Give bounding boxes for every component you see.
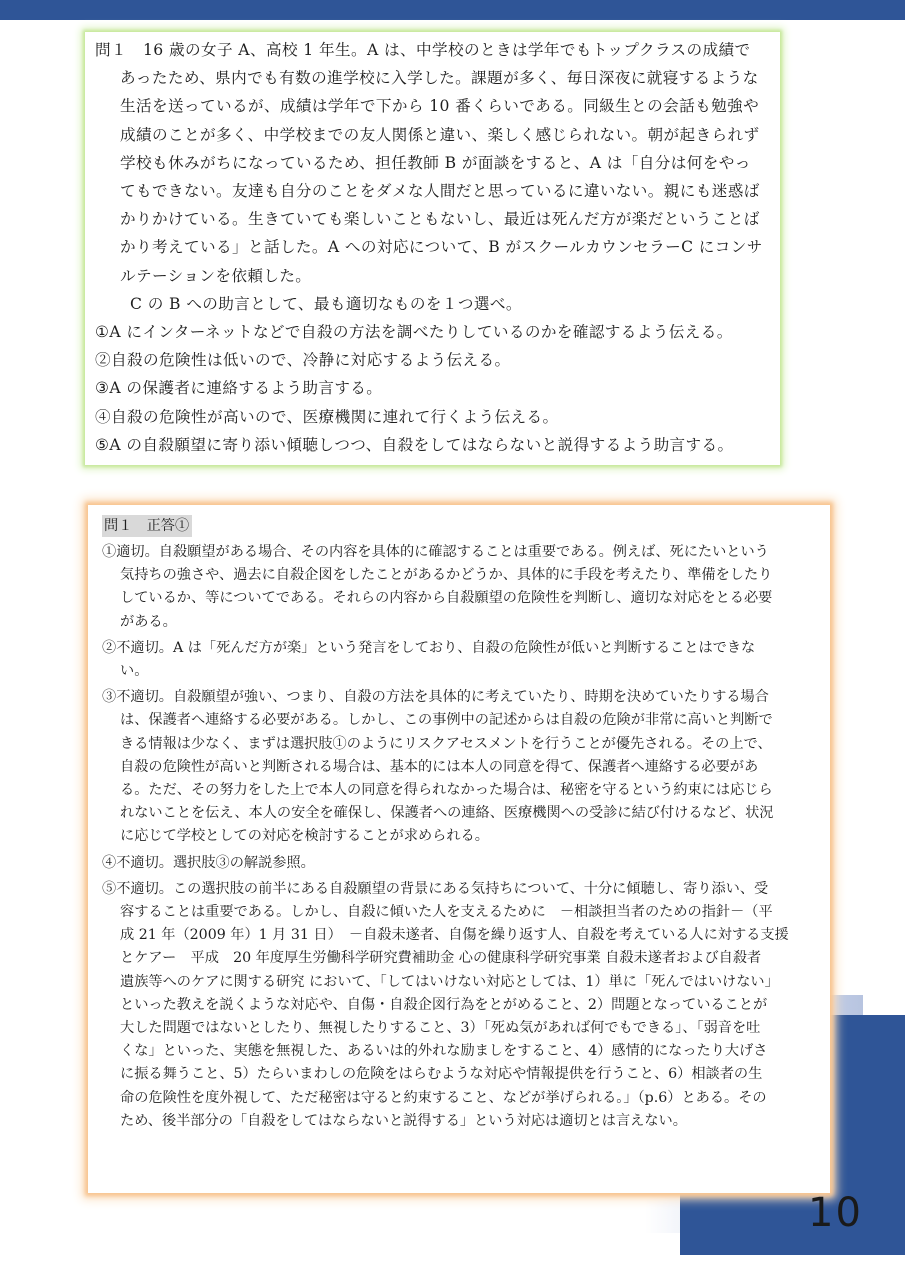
explanation-item-4 — [102, 852, 830, 875]
explanation-line: 遺族等へのケアに関する研究 において、「してはいけない対応としては、1）単に「死んではいけない」 — [120, 973, 779, 990]
question-box — [85, 32, 780, 465]
explanation-line: は、保護者へ連絡する必要がある。しかし、この事例中の記述からは自殺の危険が非常に高いと判断で — [120, 712, 773, 729]
explanation-line: い。 — [120, 663, 149, 680]
explanation-line: に振る舞うこと、5）たらいまわしの危険をはらむような対応や情報提供を行うこと、6）相談者の生 — [120, 1066, 763, 1083]
option-2: ②自殺の危険性は低いので、冷静に対応するよう伝える。 — [95, 351, 511, 370]
top-color-band — [0, 0, 905, 20]
option-4: ④自殺の危険性が高いので、医療機関に連れて行くよう伝える。 — [95, 407, 559, 426]
explanation-line: 気持ちの強さや、過去に自殺企図をしたことがあるかどうか、具体的に手段を考えたり、準備をしたり — [120, 567, 773, 584]
answer-heading: 問１ 正答① — [102, 515, 192, 537]
explanation-line: 容することは重要である。しかし、自殺に傾いた人を支えるために －相談担当者のための指針－（平 — [120, 904, 773, 921]
question-text-line: あったため、県内でも有数の進学校に入学した。課題が多く、毎日深夜に就寝するような — [120, 69, 759, 88]
answer-box — [88, 505, 830, 1193]
explanation-item-5 — [102, 878, 830, 1133]
explanation-line: といった教えを説くような対応や、自傷・自殺企図行為をとがめること、2）問題となっていることが — [120, 996, 768, 1013]
question-text-line: 生活を送っているが、成績は学年で下から 10 番くらいである。同級生との会話も勉強や — [120, 97, 760, 116]
explanation-line: る。ただ、その努力をした上で本人の同意を得られなかった場合は、秘密を守るという約束には応じら — [120, 782, 773, 799]
question-text-line: 学校も休みがちになっているため、担任教師 B が面談をすると、A は「自分は何をやっ — [120, 153, 751, 172]
explanation-line: に応じて学校としての対応を検討することが求められる。 — [120, 828, 489, 845]
explanation-line: ⑤不適切。この選択肢の前半にある自殺願望の背景にある気持ちについて、十分に傾聴し、寄り添い、受 — [102, 880, 769, 897]
option-5: ⑤A の自殺願望に寄り添い傾聴しつつ、自殺をしてはならないと説得するよう助言する。 — [95, 435, 734, 454]
question-text-line: かりかけている。生きていても楽しいこともないし、最近は死んだ方が楽だということば — [120, 210, 760, 229]
question-text-line: 成績のことが多く、中学校までの友人関係と違い、楽しく感じられない。朝が起きられず — [120, 125, 760, 144]
option-1: ①A にインターネットなどで自殺の方法を調べたりしているのかを確認するよう伝える。 — [95, 323, 733, 342]
question-text-line: 問１ 16 歳の女子 A、高校 1 年生。A は、中学校のときは学年でもトップクラスの成績で — [95, 41, 751, 59]
question-text-line: てもできない。友達も自分のことをダメな人間だと思っているに違いない。親にも迷惑ば — [120, 182, 760, 201]
explanation-line: とケアー 平成 20 年度厚生労働科学研究費補助金 心の健康科学研究事業 自殺未遂者および自殺者 — [120, 950, 762, 967]
explanation-item-3 — [102, 686, 830, 848]
explanation-line: くな」といった、実態を無視した、あるいは的外れな励ましをすること、4）感情的になったり大げさ — [120, 1043, 768, 1060]
explanation-line: がある。 — [120, 613, 177, 630]
explanation-item-1 — [102, 541, 830, 634]
explanation-line: 成 21 年（2009 年）1 月 31 日） －自殺未遂者、自傷を繰り返す人、自殺を考えている人に対する支援 — [120, 927, 789, 944]
explanation-line: 大した問題ではないとしたり、無視したりすること、3）「死ぬ気があれば何でもできる」、「弱音を吐 — [120, 1020, 761, 1037]
question-text-line: かり考えている」と話した。A への対応について、B がスクールカウンセラーC にコンサ — [120, 238, 763, 257]
option-3: ③A の保護者に連絡するよう助言する。 — [95, 379, 383, 398]
page-number: 10 — [808, 1190, 863, 1236]
explanation-line: きる情報は少なく、まずは選択肢①のようにリスクアセスメントを行うことが優先される。その上で、 — [120, 735, 772, 752]
question-instruction: C の B への助言として、最も適切なものを１つ選べ。 — [130, 294, 522, 313]
explanation-line: 命の危険性を度外視して、ただ秘密は守ると約束すること、などが挙げられる。」（p.6）とある。その — [120, 1089, 767, 1106]
explanation-line: しているか、等についてである。それらの内容から自殺願望の危険性を判断し、適切な対応をとる必要 — [120, 590, 773, 607]
explanation-line: ③不適切。自殺願望が強い、つまり、自殺の方法を具体的に考えていたり、時期を決めていたりする場合 — [102, 689, 769, 706]
question-text-line: ルテーションを依頼した。 — [120, 266, 312, 285]
explanation-line: ②不適切。A は「死んだ方が楽」という発言をしており、自殺の危険性が低いと判断することはできな — [102, 639, 756, 656]
explanation-line: ④不適切。選択肢③の解説参照。 — [102, 854, 315, 871]
explanation-line: ため、後半部分の「自殺をしてはならないと説得する」という対応は適切とは言えない。 — [120, 1112, 687, 1129]
explanation-item-2 — [102, 637, 830, 683]
explanation-line: 自殺の危険性が高いと判断される場合は、基本的には本人の同意を得て、保護者へ連絡する必要があ — [120, 758, 759, 775]
explanation-line: ①適切。自殺願望がある場合、その内容を具体的に確認することは重要である。例えば、死にたいという — [102, 544, 769, 560]
explanation-line: れないことを伝え、本人の安全を確保し、保護者への連絡、医療機関への受診に結び付けるなど、状況 — [120, 805, 774, 822]
